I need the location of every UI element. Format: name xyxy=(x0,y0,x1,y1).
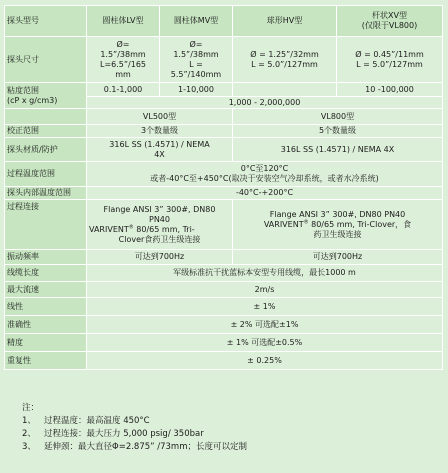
lv-size-line: Ø= xyxy=(116,39,130,49)
header-row xyxy=(5,6,443,37)
linearity-row xyxy=(5,298,443,316)
viscosity-label xyxy=(5,83,87,109)
repeatability-row xyxy=(5,352,443,370)
process-temp-label: 过程温度范围 xyxy=(5,162,87,187)
notes-title: 注： xyxy=(22,403,40,413)
note-text: 过程连接：最大压力 5,000 psig/ 350bar xyxy=(44,429,204,439)
vl800-material: 316L SS (1.4571) / NEMA 4X xyxy=(233,138,443,162)
mv-size-line: 1.5”/38mm xyxy=(173,49,219,59)
calibration-row xyxy=(5,125,443,138)
mv-size-cell xyxy=(160,37,233,83)
frequency-row xyxy=(5,250,443,265)
note-text: 延伸颈：最大直径Φ=2.875” /73mm；长度可以定制 xyxy=(44,442,247,452)
xv-type-header-line1: 杆状XV型 xyxy=(372,11,407,20)
note-item xyxy=(22,441,247,454)
viscosity-label-line1: 粘度范围 xyxy=(7,85,39,95)
varivent-size-text: 80/65 mm, Tri-Clover，食 xyxy=(311,219,412,229)
vl800-connection-line: Flange ANSI 3” 300#, DN80 PN40 xyxy=(269,209,406,219)
viscosity-row xyxy=(5,83,443,97)
notes-section xyxy=(22,402,247,454)
electronics-temp-label: 探头内部温度范围 xyxy=(5,187,87,200)
max-flow-label: 最大流速 xyxy=(5,282,87,298)
cable-label: 线缆长度 xyxy=(5,265,87,282)
xv-size-line: L = 5.0”/127mm xyxy=(356,59,423,69)
connection-label: 过程连接 xyxy=(5,200,87,250)
vl500-frequency: 可达到700Hz xyxy=(87,250,233,265)
cable-row xyxy=(5,265,443,282)
hv-type-header: 球形HV型 xyxy=(233,6,337,37)
calibration-label: 校正范围 xyxy=(5,125,87,138)
note-number: 3、 xyxy=(22,442,36,452)
mv-size-line: Ø= xyxy=(189,39,203,49)
hv-viscosity: 1,000 - 2,000,000 xyxy=(87,97,443,109)
process-temp-line1: 0°C至120°C xyxy=(240,164,289,173)
lv-viscosity: 0.1-1,000 xyxy=(87,83,160,97)
vl800-calibration: 5个数量级 xyxy=(233,125,443,138)
vl800-connection xyxy=(233,200,443,250)
vl500-material-line2: 4X xyxy=(154,149,165,159)
process-temp-row xyxy=(5,162,443,187)
lv-size-line: 1.5”/38mm xyxy=(100,49,146,59)
frequency-label: 振动频率 xyxy=(5,250,87,265)
mv-size-line: L = xyxy=(189,59,203,69)
hv-size-cell xyxy=(233,37,337,83)
spec-table xyxy=(4,5,443,370)
registered-mark: ® xyxy=(128,223,134,230)
accuracy-value: ± 2% 可选配±1% xyxy=(87,316,443,334)
vl500-material-line1: 316L SS (1.4571) / NEMA xyxy=(109,139,210,149)
xv-size-line: Ø = 0.45”/11mm xyxy=(355,49,424,59)
vl500-calibration: 3个数量级 xyxy=(87,125,233,138)
registered-mark: ® xyxy=(303,218,309,225)
accuracy-label: 准确性 xyxy=(5,316,87,334)
varivent-size-text: 80/65 mm, Tri- xyxy=(136,224,195,234)
probe-type-label: 探头型号 xyxy=(5,6,87,37)
process-temp-line2: 或者-40°C至+450°C(取决于安装空气冷却系统，或者水冷系统) xyxy=(150,174,379,183)
electronics-temp-row xyxy=(5,187,443,200)
precision-row xyxy=(5,334,443,352)
xv-viscosity: 10 -100,000 xyxy=(337,83,443,97)
max-flow-row xyxy=(5,282,443,298)
vl800-model: VL800型 xyxy=(233,109,443,125)
vl500-material xyxy=(87,138,233,162)
precision-label: 精度 xyxy=(5,334,87,352)
note-item xyxy=(22,428,247,441)
xv-type-header xyxy=(337,6,443,37)
hv-size-line: L = 5.0”/127mm xyxy=(251,59,318,69)
lv-size-cell xyxy=(87,37,160,83)
vl500-connection-line: PN40 xyxy=(149,214,170,224)
note-number: 2、 xyxy=(22,429,36,439)
vl500-connection-line: Clover食药卫生级连接 xyxy=(118,234,201,244)
vl500-model: VL500型 xyxy=(87,109,233,125)
viscosity-label-line2: (cP x g/cm3) xyxy=(7,95,58,105)
vl500-connection-line: Flange ANSI 3” 300#, DN80 xyxy=(103,204,216,214)
note-number: 1、 xyxy=(22,416,36,426)
linearity-value: ± 1% xyxy=(87,298,443,316)
note-text: 过程温度：最高温度 450°C xyxy=(44,416,150,426)
hv-size-line: Ø = 1.25”/32mm xyxy=(250,49,319,59)
xv-type-header-line2: (仅限于VL800) xyxy=(361,21,418,30)
varivent-text: VARIVENT xyxy=(263,219,304,229)
cable-value: 军级标准抗干扰蓝标本安型专用线缆，最长1000 m xyxy=(87,265,443,282)
xv-size-cell xyxy=(337,37,443,83)
max-flow-value: 2m/s xyxy=(87,282,443,298)
lv-size-line: mm xyxy=(115,69,131,79)
mv-viscosity: 1-10,000 xyxy=(160,83,233,97)
precision-value: ± 1% 可选配±0.5% xyxy=(87,334,443,352)
vl500-connection xyxy=(87,200,233,250)
process-temp-value xyxy=(87,162,443,187)
vl800-frequency: 可达到700Hz xyxy=(233,250,443,265)
vl800-connection-line xyxy=(235,220,440,230)
mv-size-line: 5.5”/140mm xyxy=(170,69,222,79)
connection-row xyxy=(5,200,443,250)
vl500-connection-line xyxy=(89,225,230,235)
note-item xyxy=(22,415,247,428)
repeatability-value: ± 0.25% xyxy=(87,352,443,370)
mv-type-header: 圆柱体MV型 xyxy=(160,6,233,37)
linearity-label: 线性 xyxy=(5,298,87,316)
material-row xyxy=(5,138,443,162)
probe-size-row xyxy=(5,37,443,83)
electronics-temp-value: -40°C-+200°C xyxy=(87,187,443,200)
vl800-connection-line: 药卫生级连接 xyxy=(313,229,362,239)
probe-size-label: 探头尺寸 xyxy=(5,37,87,83)
repeatability-label: 重复性 xyxy=(5,352,87,370)
varivent-text: VARIVENT xyxy=(89,224,129,234)
material-label: 探头材质/防护 xyxy=(5,138,87,162)
lv-type-header: 圆柱体LV型 xyxy=(87,6,160,37)
model-row xyxy=(5,109,443,125)
lv-size-line: L=6.5”/165 xyxy=(100,59,146,69)
accuracy-row xyxy=(5,316,443,334)
